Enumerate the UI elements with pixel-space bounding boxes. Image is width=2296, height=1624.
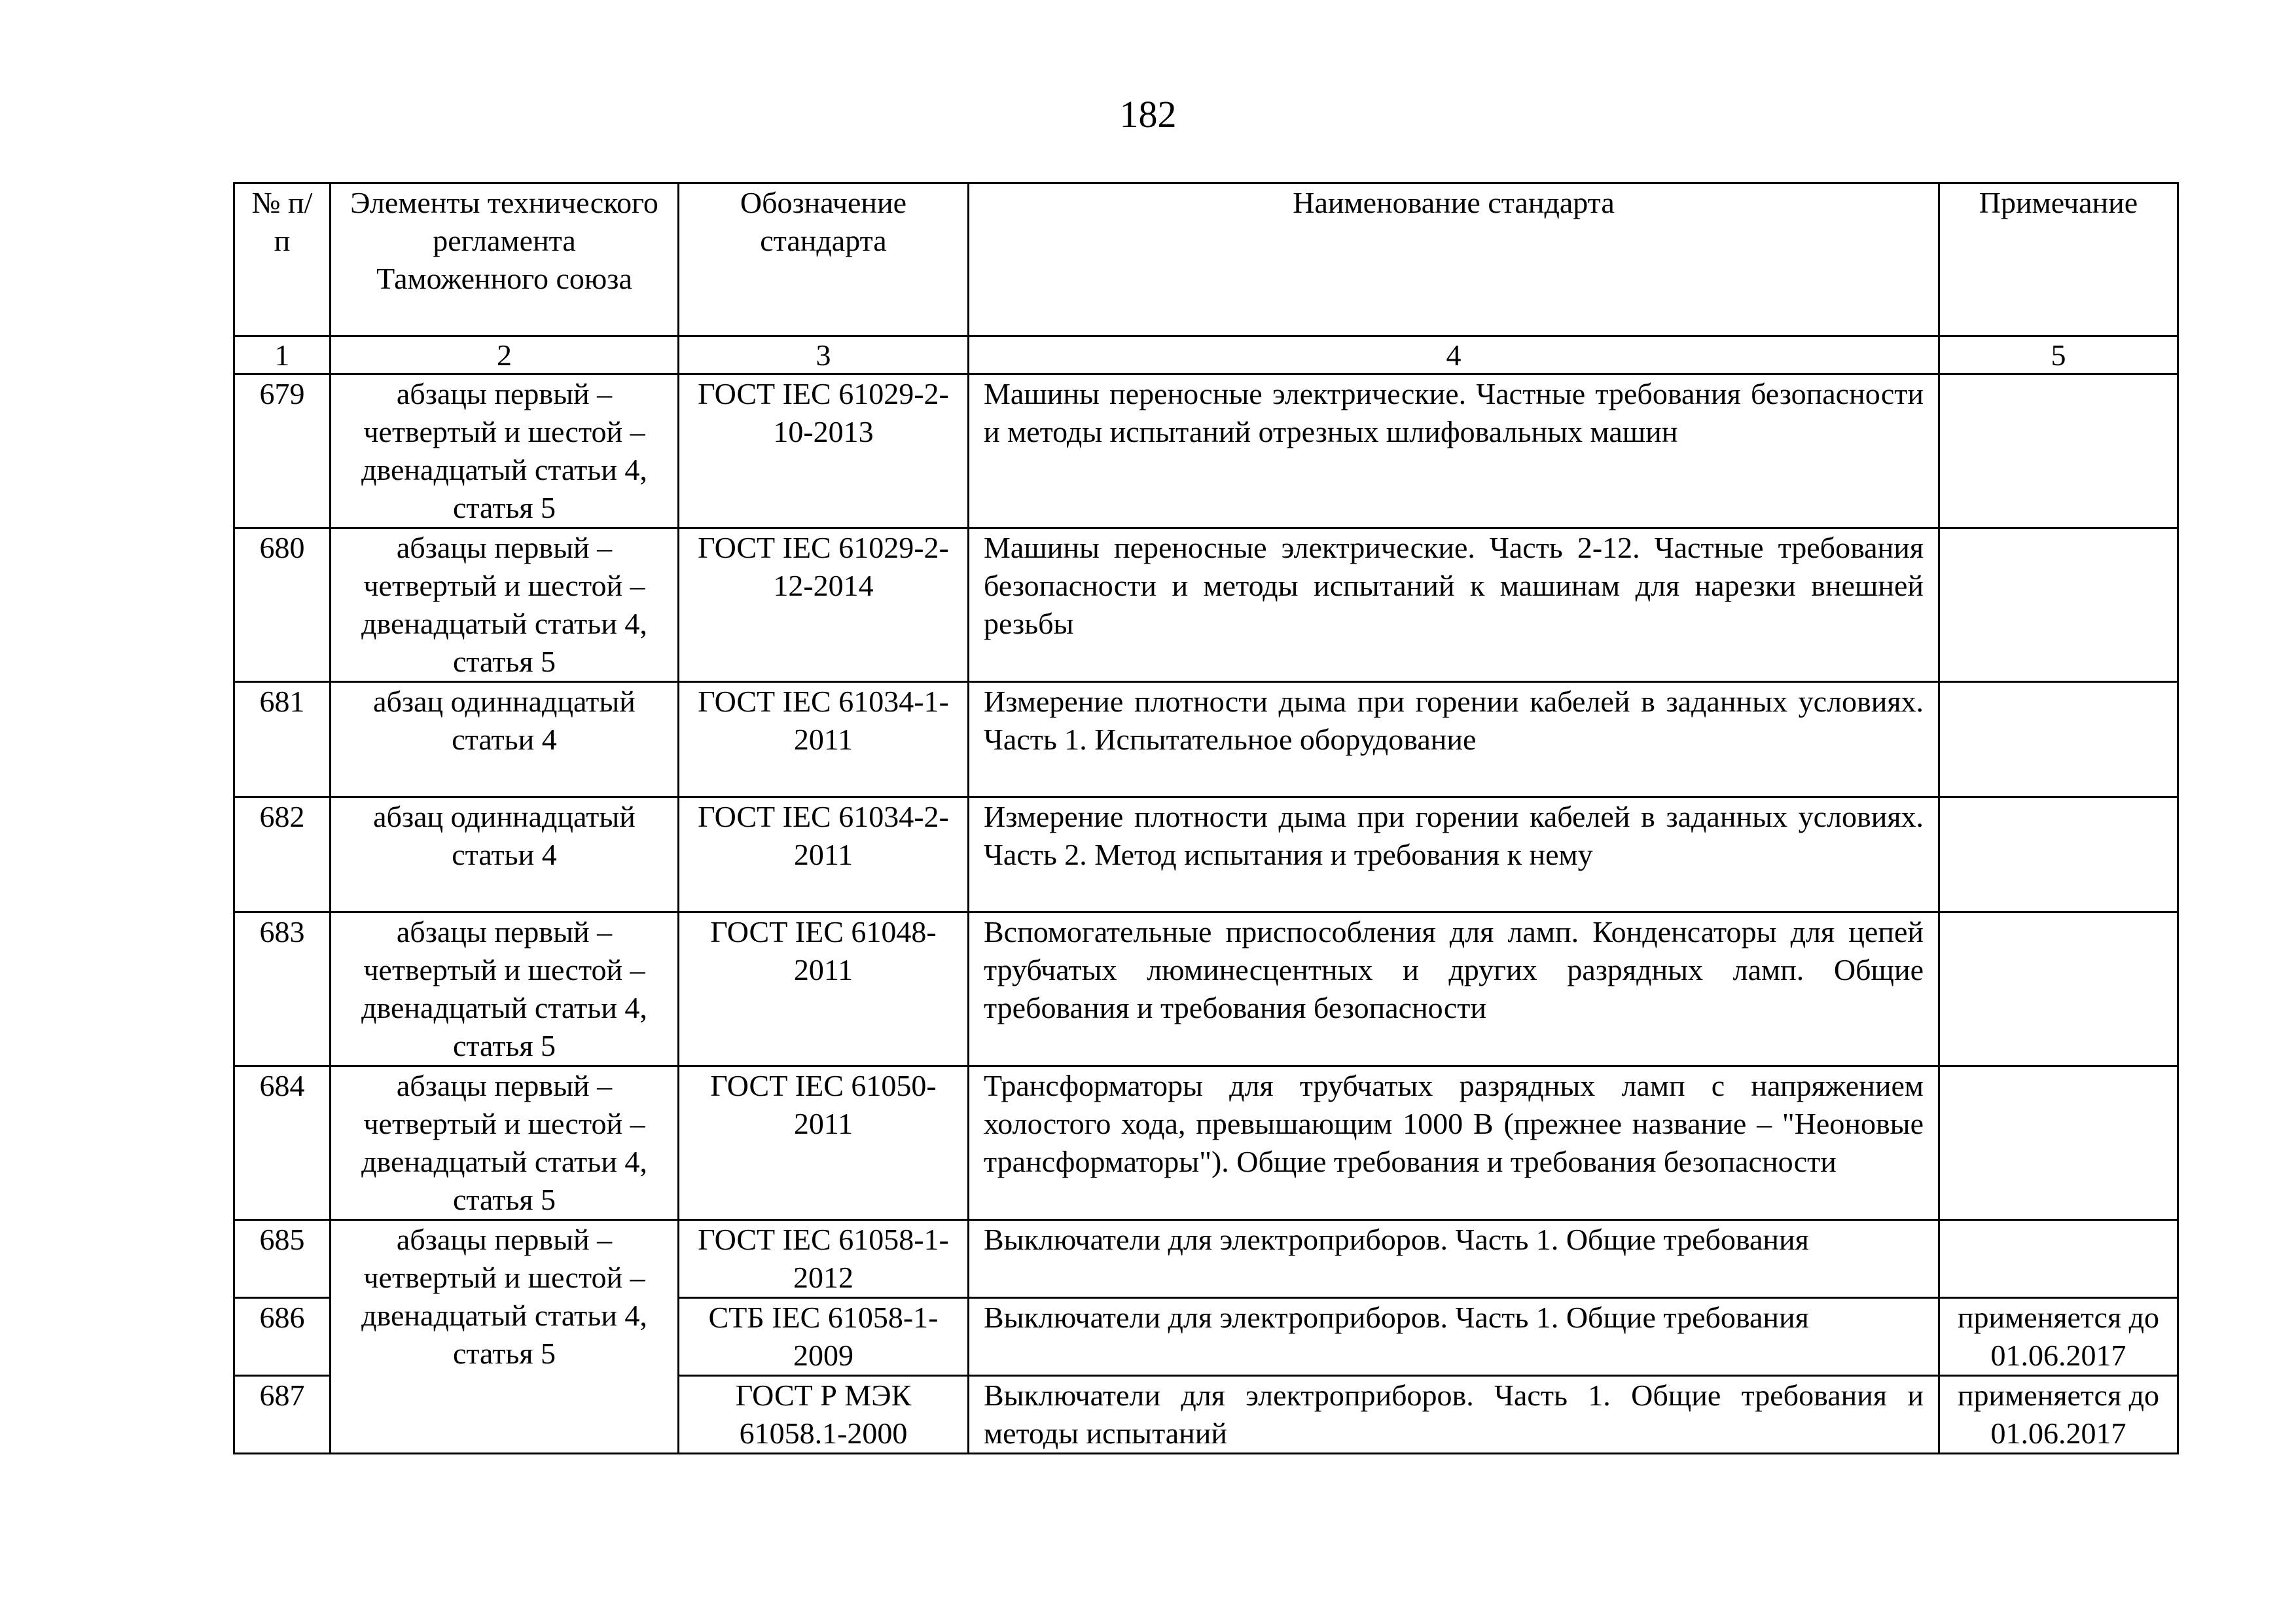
row-note	[1939, 1066, 2178, 1220]
row-note: применяется до 01.06.2017	[1939, 1376, 2178, 1454]
row-standard-name: Выключатели для электроприборов. Часть 1. Общие требования	[969, 1298, 1939, 1376]
row-note	[1939, 797, 2178, 912]
row-elements: абзацы первый – четвертый и шестой – двенадцатый статьи 4, статья 5	[331, 1220, 679, 1454]
row-standard-name: Вспомогательные приспособления для ламп. Конденсаторы для цепей трубчатых люминесцентных и других разрядных ламп. Общие требования и требования безопасности	[969, 912, 1939, 1066]
header-note: Примечание	[1939, 183, 2178, 336]
row-designation: ГОСТ IEC 61050-2011	[679, 1066, 969, 1220]
row-designation: ГОСТ IEC 61034-2-2011	[679, 797, 969, 912]
column-number: 2	[331, 336, 679, 374]
row-note: применяется до 01.06.2017	[1939, 1298, 2178, 1376]
row-elements: абзацы первый – четвертый и шестой – двенадцатый статьи 4, статья 5	[331, 528, 679, 682]
row-note	[1939, 528, 2178, 682]
row-note	[1939, 1220, 2178, 1298]
row-note	[1939, 682, 2178, 797]
row-elements: абзацы первый – четвертый и шестой – двенадцатый статьи 4, статья 5	[331, 1066, 679, 1220]
header-elements: Элементы технического регламента Таможенного союза	[331, 183, 679, 336]
row-num: 685	[234, 1220, 331, 1298]
standards-table	[233, 182, 2179, 1454]
row-standard-name: Измерение плотности дыма при горении кабелей в заданных условиях. Часть 1. Испытательное оборудование	[969, 682, 1939, 797]
column-number: 1	[234, 336, 331, 374]
row-elements: абзацы первый – четвертый и шестой – двенадцатый статьи 4, статья 5	[331, 912, 679, 1066]
row-elements: абзац одиннадцатый статьи 4	[331, 682, 679, 797]
row-standard-name: Измерение плотности дыма при горении кабелей в заданных условиях. Часть 2. Метод испытания и требования к нему	[969, 797, 1939, 912]
row-designation: СТБ IEC 61058-1-2009	[679, 1298, 969, 1376]
row-num: 682	[234, 797, 331, 912]
row-note	[1939, 374, 2178, 528]
row-standard-name: Выключатели для электроприборов. Часть 1. Общие требования	[969, 1220, 1939, 1298]
column-number: 5	[1939, 336, 2178, 374]
row-num: 687	[234, 1376, 331, 1454]
row-standard-name: Машины переносные электрические. Частные требования безопасности и методы испытаний отрезных шлифовальных машин	[969, 374, 1939, 528]
row-designation: ГОСТ IEC 61029-2-10-2013	[679, 374, 969, 528]
table-row	[234, 528, 2178, 682]
row-num: 680	[234, 528, 331, 682]
row-num: 683	[234, 912, 331, 1066]
row-elements: абзац одиннадцатый статьи 4	[331, 797, 679, 912]
row-num: 686	[234, 1298, 331, 1376]
row-designation: ГОСТ IEC 61048-2011	[679, 912, 969, 1066]
row-designation: ГОСТ Р МЭК 61058.1-2000	[679, 1376, 969, 1454]
column-number: 4	[969, 336, 1939, 374]
table-row	[234, 912, 2178, 1066]
column-number-row	[234, 336, 2178, 374]
row-standard-name: Машины переносные электрические. Часть 2-12. Частные требования безопасности и методы испытаний к машинам для нарезки внешней резьбы	[969, 528, 1939, 682]
table-row	[234, 374, 2178, 528]
row-designation: ГОСТ IEC 61058-1-2012	[679, 1220, 969, 1298]
row-standard-name: Выключатели для электроприборов. Часть 1. Общие требования и методы испытаний	[969, 1376, 1939, 1454]
table-header-row	[234, 183, 2178, 336]
page-number: 182	[1119, 93, 1177, 135]
table-row	[234, 1066, 2178, 1220]
row-elements: абзацы первый – четвертый и шестой – двенадцатый статьи 4, статья 5	[331, 374, 679, 528]
header-num: № п/п	[234, 183, 331, 336]
header-designation: Обозначение стандарта	[679, 183, 969, 336]
row-note	[1939, 912, 2178, 1066]
table-row	[234, 797, 2178, 912]
row-designation: ГОСТ IEC 61029-2-12-2014	[679, 528, 969, 682]
row-num: 681	[234, 682, 331, 797]
table-row	[234, 682, 2178, 797]
header-name: Наименование стандарта	[969, 183, 1939, 336]
row-num: 684	[234, 1066, 331, 1220]
row-num: 679	[234, 374, 331, 528]
row-designation: ГОСТ IEC 61034-1-2011	[679, 682, 969, 797]
column-number: 3	[679, 336, 969, 374]
table-row	[234, 1220, 2178, 1298]
row-standard-name: Трансформаторы для трубчатых разрядных ламп с напряжением холостого хода, превышающим 1000 В (прежнее название – "Неоновые трансформаторы"). Общие требования и требования безопасности	[969, 1066, 1939, 1220]
